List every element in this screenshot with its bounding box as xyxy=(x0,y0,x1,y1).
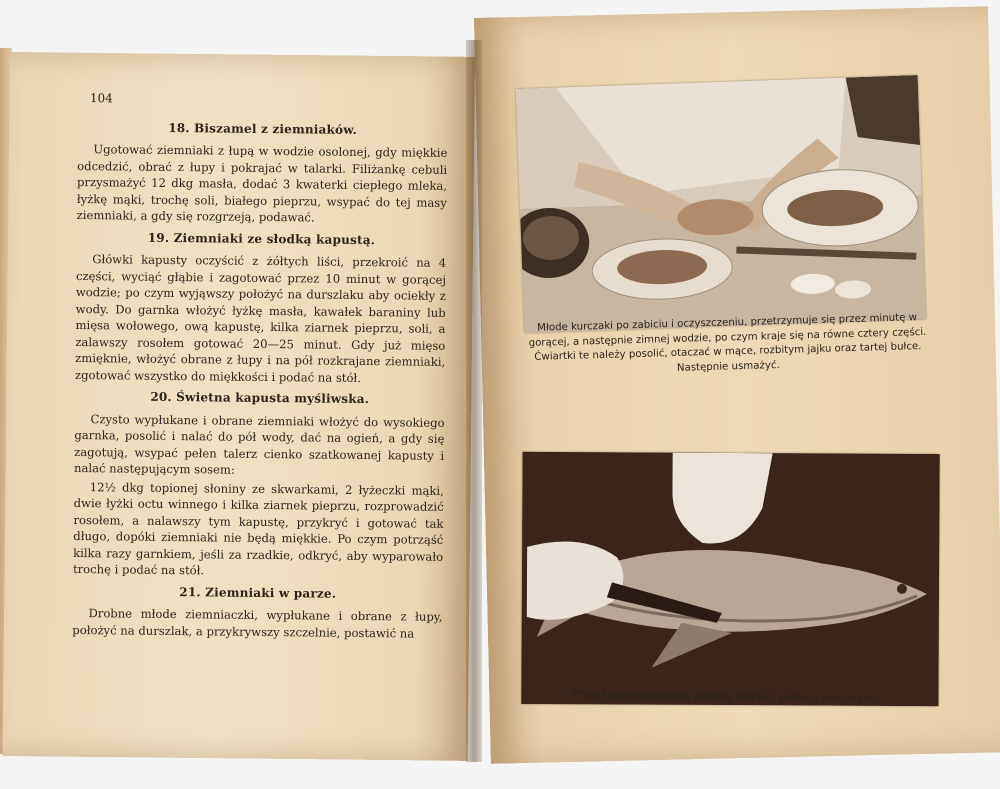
recipe-text-20: Czysto wypłukane i obrane ziemniaki włożyć do wysokiego garnka, posolić i nalać do pół wody, dać na ogień, a gdy się zagotują, wsypać pełen talerz cienko szatkowanej kapusty i nalać następującym sosem: xyxy=(73,411,445,477)
recipe-text-20-sauce: 12½ dkg topionej słoniny ze skwarkami, 2 łyżeczki mąki, dwie łyżki octu winnego i kilka ziarnek pieprzu, rozprowadzić rosołem, a nalawszy tym kapustę, przykryć i gotować tak długo, dopóki ziemniaki nie będą miękkie. Po czym potrząść kilka razy garnkiem, jeśli za rzadkie, odkryć, aby wyparowało trochę i podać na stół. xyxy=(72,479,444,578)
caption-chicken: Młode kurczaki po zabiciu i oczyszczeniu, przetrzymuje się przez minutę w gorącej, a następnie zimnej wodzie, po czym kraje się na równe cztery części. Ćwiartki te należy posolić, otaczać w mące, rozbitym jajku oraz tartej bułce. Następnie usmażyć. xyxy=(528,312,927,374)
recipe-text-21: Drobne młode ziemniaczki, wypłukane i obrane z łupy, położyć na durszlak, a przykrywszy szczelnie, postawić na xyxy=(72,606,443,641)
recipe-text-18: Ugotować ziemniaki z łupą w wodzie osolonej, gdy miękkie odcedzić, obrać z łupy i pokrajać w talarki. Filiżankę cebuli przysmażyć 12 dkg masła, dodać 3 kwaterki ciepłego mleka, łyżkę mąki, trochę soli, białego pieprzu, wsypać do tej masy ziemniaki, a gdy się rozgrzeją, podawać. xyxy=(76,142,448,225)
photo-cutting-fish-fins xyxy=(521,452,939,706)
recipe-title-18: 18. Biszamel z ziemniaków. xyxy=(168,120,358,137)
recipe-title-20: 20. Świetna kapusta myśliwska. xyxy=(150,389,370,407)
page-number: 104 xyxy=(89,91,113,106)
photo-breading-chicken-illustration xyxy=(516,75,926,333)
recipe-title-19: 19. Ziemniaki ze słodką kapustą. xyxy=(147,230,376,247)
caption-fish: Przed ugotowaniem należy odciąć płetwy nożycami. xyxy=(571,688,883,706)
photo-cutting-fish-fins-illustration xyxy=(521,452,939,706)
recipe-title-21: 21. Ziemniaki w parze. xyxy=(179,584,337,601)
recipe-text-19: Główki kapusty oczyścić z żółtych liści, przekroić na 4 części, wyciąć głąbie i zagotować przez 10 minut w gorącej wodzie; po czym wyjąwszy położyć na durszlaku aby ociekły z wody. Do garnka włożyć łyżkę masła, kawałek baraniny lub mięsa wołowego, ową kapustę, kilka ziarnek pieprzu, soli, a zalawszy rosołem gotować 20—25 minut. Gdy już mięso zmięknie, włożyć obrane z łupy i na pół rozkrajane ziemniaki, zgotować wszystko do miękkości i podać na stół. xyxy=(74,252,447,385)
photo-breading-chicken xyxy=(516,75,926,333)
book-gutter xyxy=(466,40,482,762)
left-page-text xyxy=(72,90,448,644)
